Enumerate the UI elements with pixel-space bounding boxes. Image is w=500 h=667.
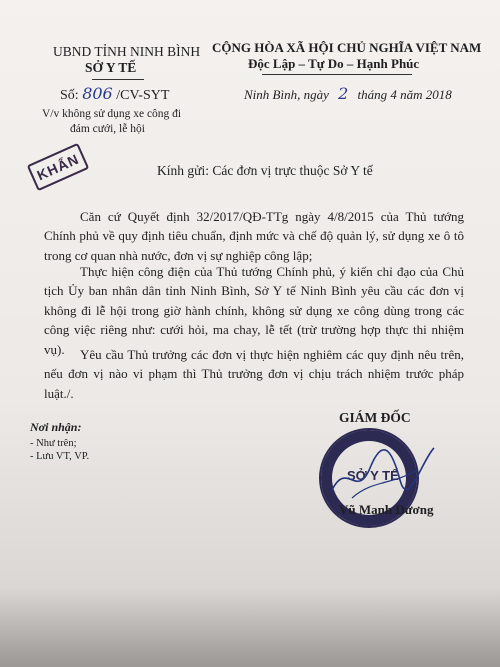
date-prefix: Ninh Bình, ngày bbox=[244, 87, 329, 102]
paragraph-3-text: Yêu cầu Thủ trưởng các đơn vị thực hiện nghiêm các quy định nêu trên, nếu đơn vị nào vi phạm thì Thủ trưởng đơn vị chịu trách nhiệm trước pháp luật./. bbox=[44, 347, 464, 401]
signer-title: GIÁM ĐỐC bbox=[339, 410, 411, 425]
number-prefix: Số: bbox=[60, 88, 79, 103]
salutation: Kính gửi: Các đơn vị trực thuộc Sở Y tế bbox=[157, 163, 373, 178]
document-number bbox=[60, 84, 169, 104]
department-name: SỞ Y TẾ bbox=[85, 60, 137, 75]
recipient-item: - Như trên; bbox=[30, 438, 77, 449]
nation-motto: Độc Lập – Tự Do – Hạnh Phúc bbox=[248, 56, 420, 71]
number-suffix: /CV-SYT bbox=[116, 88, 170, 103]
date-suffix: tháng 4 năm 2018 bbox=[357, 87, 452, 102]
paragraph-requirement bbox=[44, 345, 464, 403]
recipients-heading: Nơi nhận: bbox=[30, 420, 82, 434]
handwritten-signature bbox=[322, 440, 442, 510]
number-handwritten: 806 bbox=[82, 84, 113, 103]
nation-title: CỘNG HÒA XÃ HỘI CHỦ NGHĨA VIỆT NAM bbox=[212, 40, 482, 55]
subject-line-1: V/v không sử dụng xe công đi bbox=[42, 108, 182, 120]
motto-underline bbox=[262, 74, 412, 75]
department-underline bbox=[92, 79, 144, 80]
paragraph-1-text: Căn cứ Quyết định 32/2017/QĐ-TTg ngày 4/8/2015 của Thủ tướng Chính phủ về quy định tiêu chuẩn, định mức và chế độ quản lý, sử dụng xe ô tô trong cơ quan nhà nước, đơn vị sự nghiệp công lập; bbox=[44, 209, 464, 263]
recipient-item: - Lưu VT, VP. bbox=[30, 451, 90, 462]
urgent-stamp: KHẨN bbox=[27, 143, 90, 191]
signer-name: Vũ Mạnh Dương bbox=[339, 502, 434, 517]
paragraph-2-text: Thực hiện công điện của Thủ tướng Chính phủ, ý kiến chỉ đạo của Chủ tịch Ủy ban nhân dân tỉnh Ninh Bình, Sở Y tế Ninh Bình yêu cầu các đơn vị không đi lễ hội trong giờ hành chính, không sử dụng xe công dùng trong các công việc riêng như: cưới hỏi, ma chay, lễ tết (trừ trường hợp thực thi nhiệm vụ). bbox=[44, 264, 464, 357]
seal-text: SỞ Y TẾ bbox=[347, 468, 399, 483]
paragraph-legal-basis bbox=[44, 207, 464, 265]
issue-date bbox=[244, 84, 452, 103]
agency-name: UBND TỈNH NINH BÌNH bbox=[53, 44, 201, 59]
date-day-handwritten: 2 bbox=[338, 84, 349, 103]
subject-line-2: đám cưới, lễ hội bbox=[70, 123, 145, 135]
